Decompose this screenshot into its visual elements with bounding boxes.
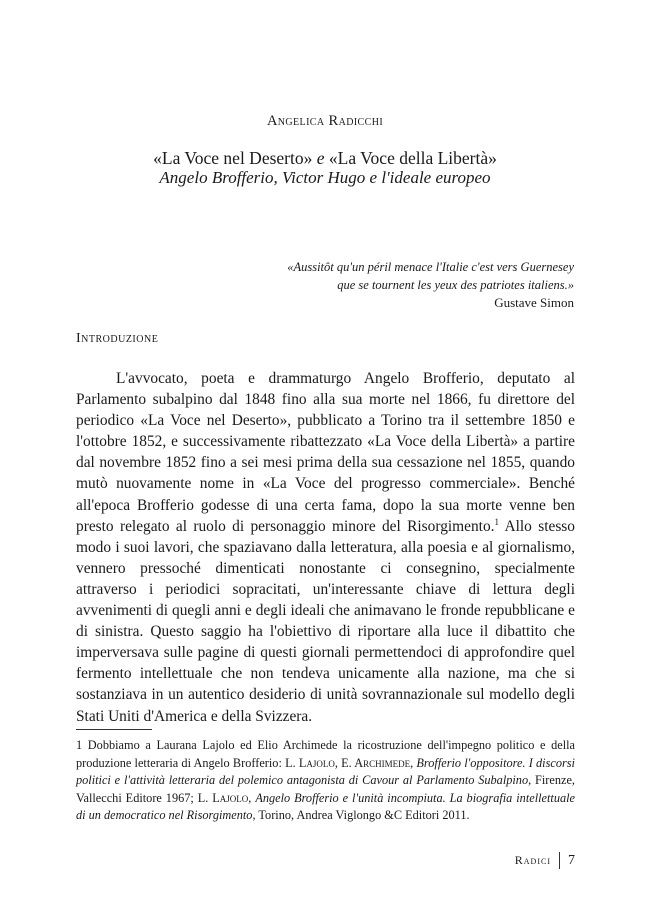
paragraph-text-part-1: L'avvocato, poeta e drammaturgo Angelo Brofferio, deputato al Parlamento subalpino dal 1848 fino alla sua morte nel 1866, fu direttore del periodico «La Voce nel Deserto», pubblicato a Torino tra il settembre 1850 e l'ottobre 1852, e successivamente ribattezzato «La Voce della Libertà» a partire dal novembre 1852 fino a sei mesi prima della sua cessazione nel 1855, quando mutò nuovamente nome in «La Voce del progresso commerciale». Benché all'epoca Brofferio godesse di una certa fama, dopo la sua morte venne ben presto relegato al ruolo di personaggio minore del Risorgimento. bbox=[76, 370, 575, 535]
section-heading: Introduzione bbox=[76, 331, 159, 346]
page-number: 7 bbox=[568, 852, 575, 868]
article-title bbox=[0, 148, 650, 168]
magazine-name: Radici bbox=[514, 853, 551, 867]
footnote-work-1: Brofferio l'oppositore. I discorsi politici e l'attività letteraria del polemico antagonista di Cavour al Parlamento Subalpino bbox=[76, 755, 575, 787]
footnote-publisher-1: , Firenze, Vallecchi Editore 1967; bbox=[76, 773, 575, 805]
footnote-separator-1: , bbox=[410, 755, 417, 770]
title-part-2: «La Voce della Libertà» bbox=[328, 148, 497, 168]
footnote-text-1: Dobbiamo a Laurana Lajolo ed Elio Archimede la ricostruzione dell'impegno politico e della produzione letteraria di Angelo Brofferio: bbox=[76, 738, 575, 770]
footnote bbox=[76, 737, 575, 825]
running-footer bbox=[515, 852, 575, 869]
article-author: Angelica Radicchi bbox=[266, 113, 384, 129]
epigraph-line-2: que se tournent les yeux des patriotes italiens.» bbox=[337, 278, 574, 292]
epigraph bbox=[174, 258, 574, 312]
epigraph-line-1: «Aussitôt qu'un péril menace l'Italie c'est vers Guernesey bbox=[287, 260, 574, 274]
footnote-reference[interactable]: 1 bbox=[494, 516, 500, 527]
article-subtitle: Angelo Brofferio, Victor Hugo e l'ideale europeo bbox=[159, 168, 491, 187]
footer-divider bbox=[559, 852, 560, 869]
footnote-publisher-2: , Torino, Andrea Viglongo &C Editori 2011. bbox=[252, 808, 470, 822]
paragraph-text-part-2: Allo stesso modo i suoi lavori, che spaziavano dalla letteratura, alla poesia e al giornalismo, vennero pressoché dimenticati nonostante ci consegnino, specialmente attraverso i periodici sopracitati, un'interessante chiave di lettura degli avvenimenti di quegli anni e degli ideali che animavano le fronde repubblicane e di sinistra. Questo saggio ha l'obiettivo di riportare alla luce il dibattito che imperversava sulle pagine di questi giornali permettendoci di approfondire quel fermento intellettuale che non tendeva unicamente alla nazione, ma che si sostanziava in un autentico desiderio di unità sovrannazionale sul modello degli Stati Uniti d'America e della Svizzera. bbox=[76, 517, 575, 725]
footnote-work-2: Angelo Brofferio e l'unità incompiuta. La biografia intellettuale di un democratico nel Risorgimento bbox=[76, 790, 575, 822]
body-text bbox=[76, 368, 575, 727]
footnote-divider bbox=[76, 729, 152, 730]
footnote-author-1: L. Lajolo, E. Archimede bbox=[285, 755, 411, 770]
body-paragraph bbox=[76, 368, 575, 727]
footnote-separator-2: , bbox=[248, 790, 256, 805]
title-connector: e bbox=[316, 148, 325, 168]
title-part-1: «La Voce nel Deserto» bbox=[153, 148, 313, 168]
epigraph-source: Gustave Simon bbox=[494, 295, 574, 310]
footnote-number: 1 bbox=[76, 738, 83, 752]
footnote-author-2: L. Lajolo bbox=[197, 790, 249, 805]
